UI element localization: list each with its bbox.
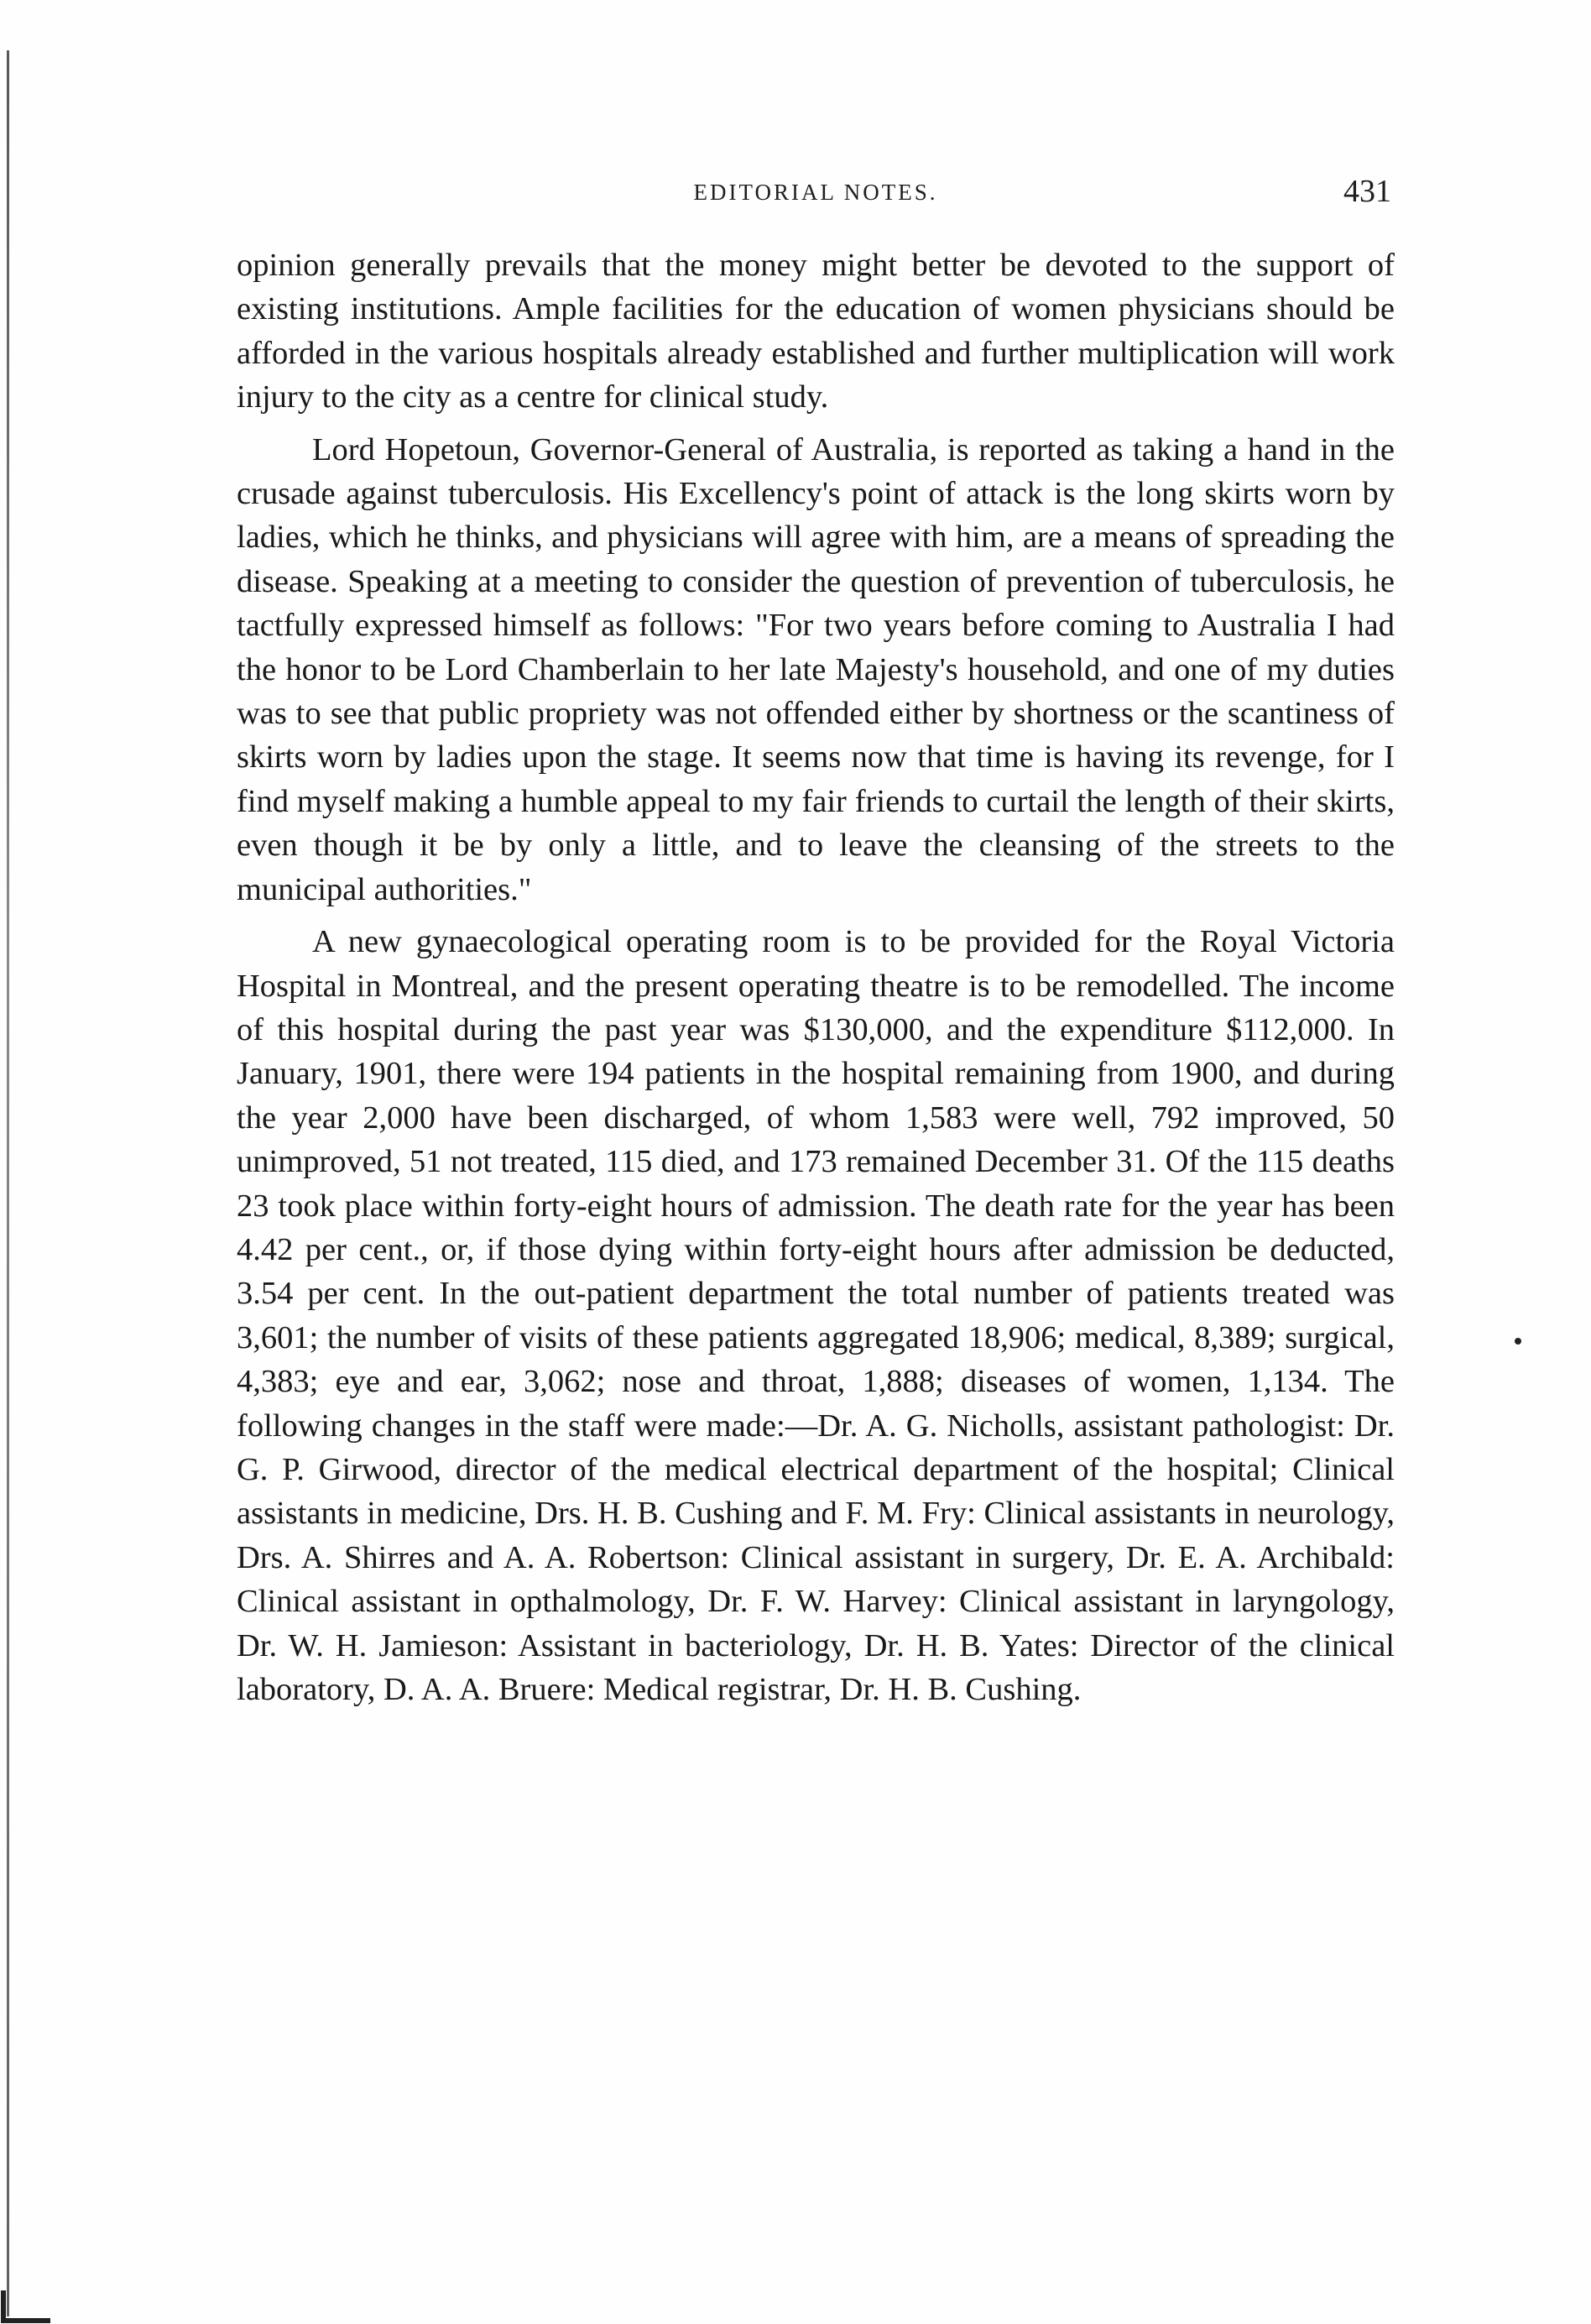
corner-scan-mark <box>0 2290 59 2324</box>
paragraph-continuation: opinion generally prevails that the money might better be devoted to the support of existing institutions. Ample facilities for the education of women physicians should be afforded in the various hospitals already established and further multiplication will work injury to the city as a centre for clinical study. <box>237 248 1395 415</box>
binding-edge <box>7 50 9 2316</box>
page-header <box>240 173 1391 223</box>
ink-speck <box>1515 1338 1521 1345</box>
running-head: EDITORIAL NOTES. <box>693 180 938 205</box>
paragraph-hopetoun: Lord Hopetoun, Governor-General of Australia, is reported as taking a hand in the crusade against tuberculosis. His Excellency's point of attack is the long skirts worn by ladies, which he thinks, and physicians will agree with him, are a means of spreading the disease. Speaking at a meeting to consider the question of prevention of tuberculosis, he tactfully expressed himself as follows: "For two years before coming to Australia I had the honor to be Lord Chamberlain to her late Majesty's household, and one of my duties was to see that public propriety was not offended either by shortness or the scantiness of skirts worn by ladies upon the stage. It seems now that time is having its revenge, for I find myself making a humble appeal to my fair friends to curtail the length of their skirts, even though it be by only a little, and to leave the cleansing of the streets to the municipal authorities." <box>237 431 1395 907</box>
article-body <box>237 243 1395 1720</box>
page-number: 431 <box>1343 174 1391 209</box>
paragraph-royal-victoria: A new gynaecological operating room is to be provided for the Royal Victoria Hospital in Montreal, and the present operating theatre is to be remodelled. The income of this hospital during the past year was $130,000, and the expenditure $112,000. In January, 1901, there were 194 patients in the hospital remaining from 1900, and during the year 2,000 have been discharged, of whom 1,583 were well, 792 improved, 50 unimproved, 51 not treated, 115 died, and 173 remained December 31. Of the 115 deaths 23 took place within forty-eight hours of admission. The death rate for the year has been 4.42 per cent., or, if those dying within forty-eight hours after admission be deducted, 3.54 per cent. In the out-patient department the total number of patients treated was 3,601; the number of visits of these patients aggregated 18,906; medical, 8,389; surgical, 4,383; eye and ear, 3,062; nose and throat, 1,888; diseases of women, 1,134. The following changes in the staff were made:—Dr. A. G. Nicholls, assistant pathologist: Dr. G. P. Girwood, director of the medical electrical department of the hospital; Clinical assistants in medicine, Drs. H. B. Cushing and F. M. Fry: Clinical assistants in neurology, Drs. A. Shirres and A. A. Robertson: Clinical assistant in surgery, Dr. E. A. Archibald: Clinical assistant in opthalmology, Dr. F. W. Harvey: Clinical assistant in laryngology, Dr. W. H. Jamieson: Assistant in bacteriology, Dr. H. B. Yates: Director of the clinical laboratory, D. A. A. Bruere: Medical registrar, Dr. H. B. Cushing. <box>237 924 1395 1707</box>
